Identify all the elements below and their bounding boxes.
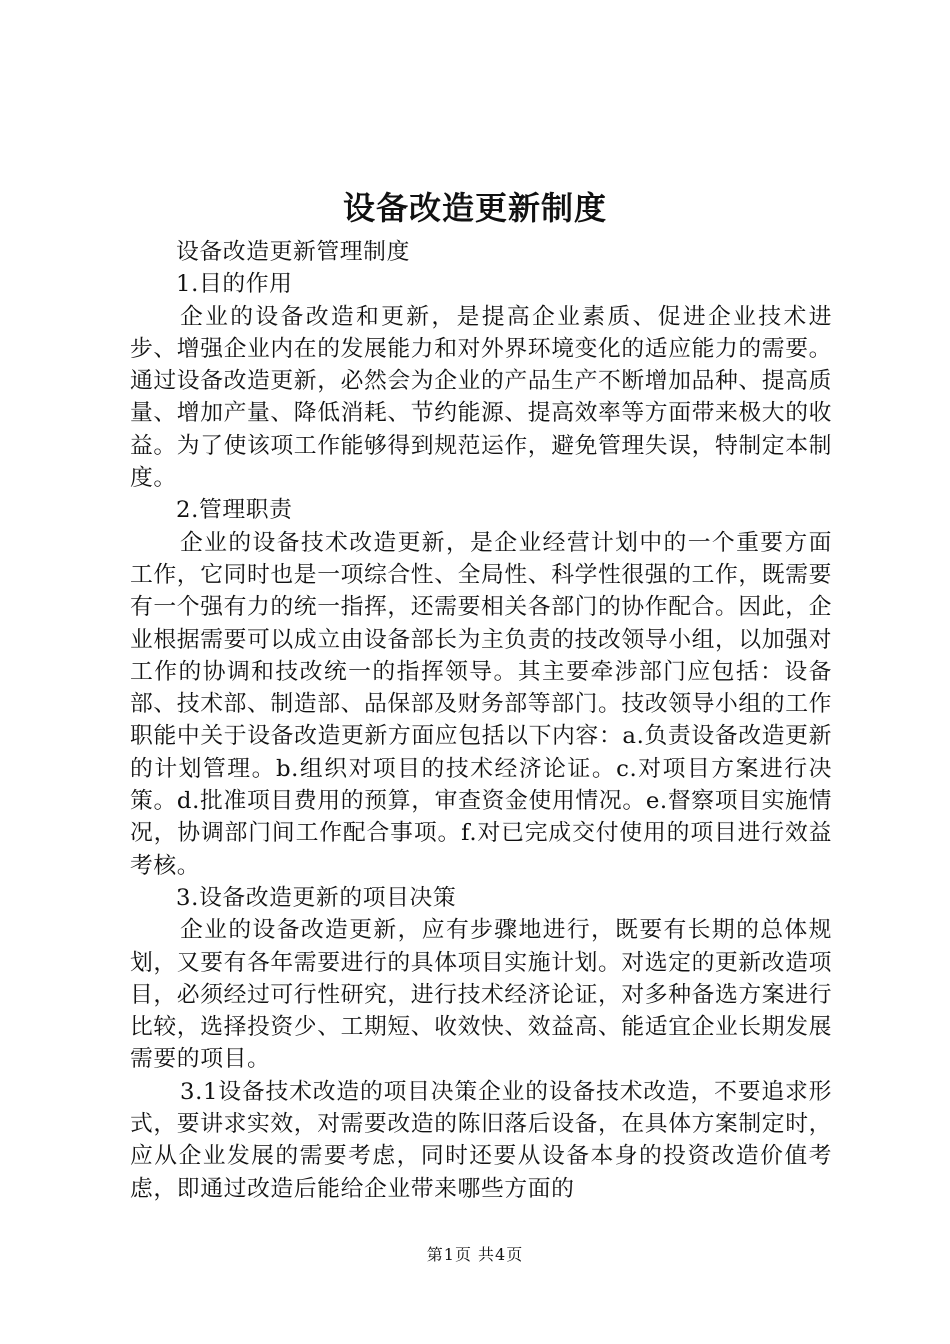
section-heading: 3.设备改造更新的项目决策	[176, 884, 457, 911]
body-paragraph: 3.1设备技术改造的项目决策企业的设备技术改造，不要追求形式，要讲求实效，对需要改造的陈旧落后设备，在具体方案制定时，应从企业发展的需要考虑，同时还要从设备本身的投资改造价值考虑，即通过改造后能给企业带来哪些方面的	[130, 1078, 832, 1202]
section-heading: 设备改造更新管理制度	[176, 239, 410, 265]
page-footer: 第1页 共4页	[426, 1245, 524, 1264]
body-paragraph: 企业的设备技术改造更新，是企业经营计划中的一个重要方面工作，它同时也是一项综合性、全局性、科学性很强的工作，既需要有一个强有力的统一指挥，还需要相关各部门的协作配合。因此，企业根据需要可以成立由设备部长为主负责的技改领导小组，以加强对工作的协调和技改统一的指挥领导。其主要牵涉部门应包括：设备部、技术部、制造部、品保部及财务部等部门。技改领导小组的工作职能中关于设备改造更新方面应包括以下内容：a.负责设备改造更新的计划管理。b.组织对项目的技术经济论证。c.对项目方案进行决策。d.批准项目费用的预算，审查资金使用情况。e.督察项目实施情况，协调部门间工作配合事项。f.对已完成交付使用的项目进行效益考核。	[130, 529, 832, 879]
document-body	[130, 236, 832, 1205]
section-heading: 2.管理职责	[176, 497, 293, 524]
document-title: 设备改造更新制度	[342, 189, 607, 227]
body-paragraph: 企业的设备改造和更新，是提高企业素质、促进企业技术进步、增强企业内在的发展能力和对外界环境变化的适应能力的需要。通过设备改造更新，必然会为企业的产品生产不断增加品种、提高质量、增加产量、降低消耗、节约能源、提高效率等方面带来极大的收益。为了使该项工作能够得到规范运作，避免管理失误，特制定本制度。	[130, 303, 832, 492]
body-paragraph: 企业的设备改造更新，应有步骤地进行，既要有长期的总体规划，又要有各年需要进行的具体项目实施计划。对选定的更新改造项目，必须经过可行性研究，进行技术经济论证，对多种备选方案进行比较，选择投资少、工期短、收效快、效益高、能适宜企业长期发展需要的项目。	[130, 917, 832, 1073]
section-heading: 1.目的作用	[176, 271, 293, 298]
